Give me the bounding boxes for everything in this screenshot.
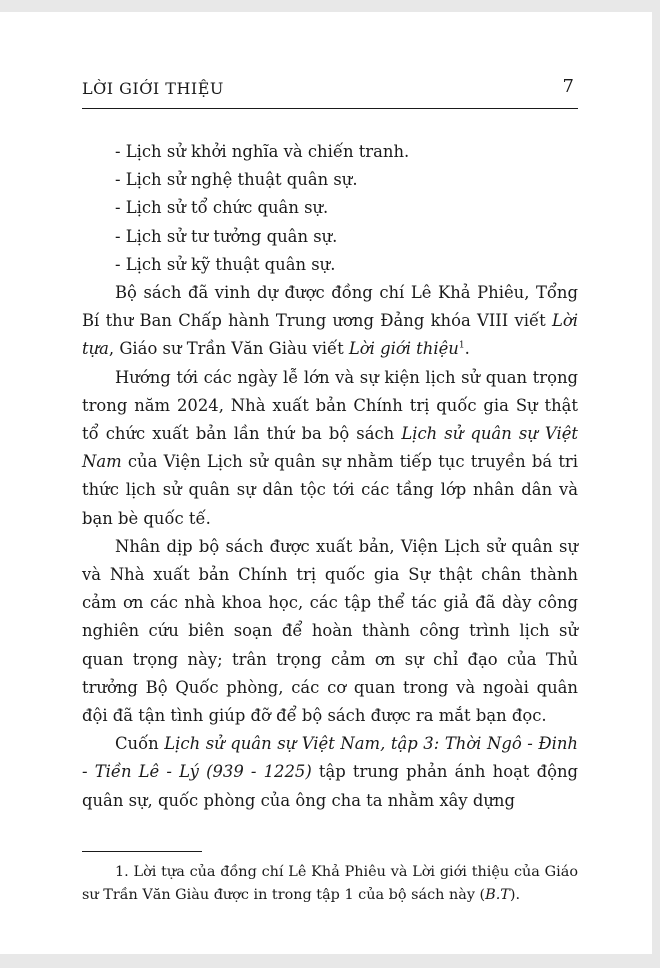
list-item: - Lịch sử tổ chức quân sự. [115,198,329,218]
footnote [82,861,578,907]
italic-title-loi-gioi-thieu: Lời giới thiệu [348,339,459,359]
book-page [0,12,652,954]
paragraph-4-text: Cuốn [115,734,165,754]
paragraph-1 [82,279,578,364]
paragraph-3: Nhân dịp bộ sách được xuất bản, Viện Lịch sử quân sự và Nhà xuất bản Chính trị quốc gia Sự thật chân thành cảm ơn các nhà khoa học, các tập thể tác giả đã dày công nghiên cứu biên soạn để hoàn thành công trình lịch sử quan trọng này; trân trọng cảm ơn sự chỉ đạo của Thủ trưởng Bộ Quốc phòng, các cơ quan trong và ngoài quân đội đã tận tình giúp đỡ để bộ sách được ra mắt bạn đọc. [82,536,578,726]
list-item: - Lịch sử kỹ thuật quân sự. [115,254,336,274]
running-header [82,76,578,109]
paragraph-1-text: Bộ sách đã vinh dự được đồng chí Lê Khả Phiêu, Tổng Bí thư Ban Chấp hành Trung ương Đảng khóa VIII viết [82,283,578,331]
paragraph-1-text: . [464,339,470,359]
paragraph-1-text: , Giáo sư Trần Văn Giàu viết [108,339,349,359]
footnote-text-part: ). [509,887,521,903]
italic-volume-title: Lịch sử quân sự Việt Nam, tập 3: Thời Ngô - Đinh - Tiền Lê - Lý (939 - 1225) [82,734,578,782]
list-item: - Lịch sử tư tưởng quân sự. [115,226,338,246]
paragraph-2-text: Hướng tới các ngày lễ lớn và sự kiện lịch sử quan trọng trong năm 2024, Nhà xuất bản Chính trị quốc gia Sự thật tổ chức xuất bản lần thứ ba bộ sách [82,367,578,444]
header-title: LỜI GIỚI THIỆU [82,79,224,98]
footnote-divider [82,851,202,852]
paragraph-4-text: tập trung phản ánh hoạt động quân sự, quốc phòng của ông cha ta nhằm xây dựng [82,762,578,810]
footnote-italic-abbrev: B.T [485,887,510,903]
list-item: - Lịch sử khởi nghĩa và chiến tranh. [115,142,410,161]
italic-book-title: Lịch sử quân sự Việt Nam [82,424,578,472]
list-item: - Lịch sử nghệ thuật quân sự. [115,170,358,190]
paragraph-2 [82,364,578,533]
footnote-text-part: 1. Lời tựa của đồng chí Lê Khả Phiêu và Lời giới thiệu của Giáo sư Trần Văn Giàu được in trong tập 1 của bộ sách này ( [82,864,578,903]
body-text [82,138,578,815]
italic-title-loi-tua: Lời tựa [82,311,578,359]
paragraph-2-text: của Viện Lịch sử quân sự nhằm tiếp tục truyền bá tri thức lịch sử quân sự dân tộc tới các tầng lớp nhân dân và bạn bè quốc tế. [82,452,578,528]
footnote-reference: 1 [458,340,465,351]
paragraph-4 [82,730,578,815]
footnote-text [82,861,578,907]
page-number: 7 [562,76,574,97]
